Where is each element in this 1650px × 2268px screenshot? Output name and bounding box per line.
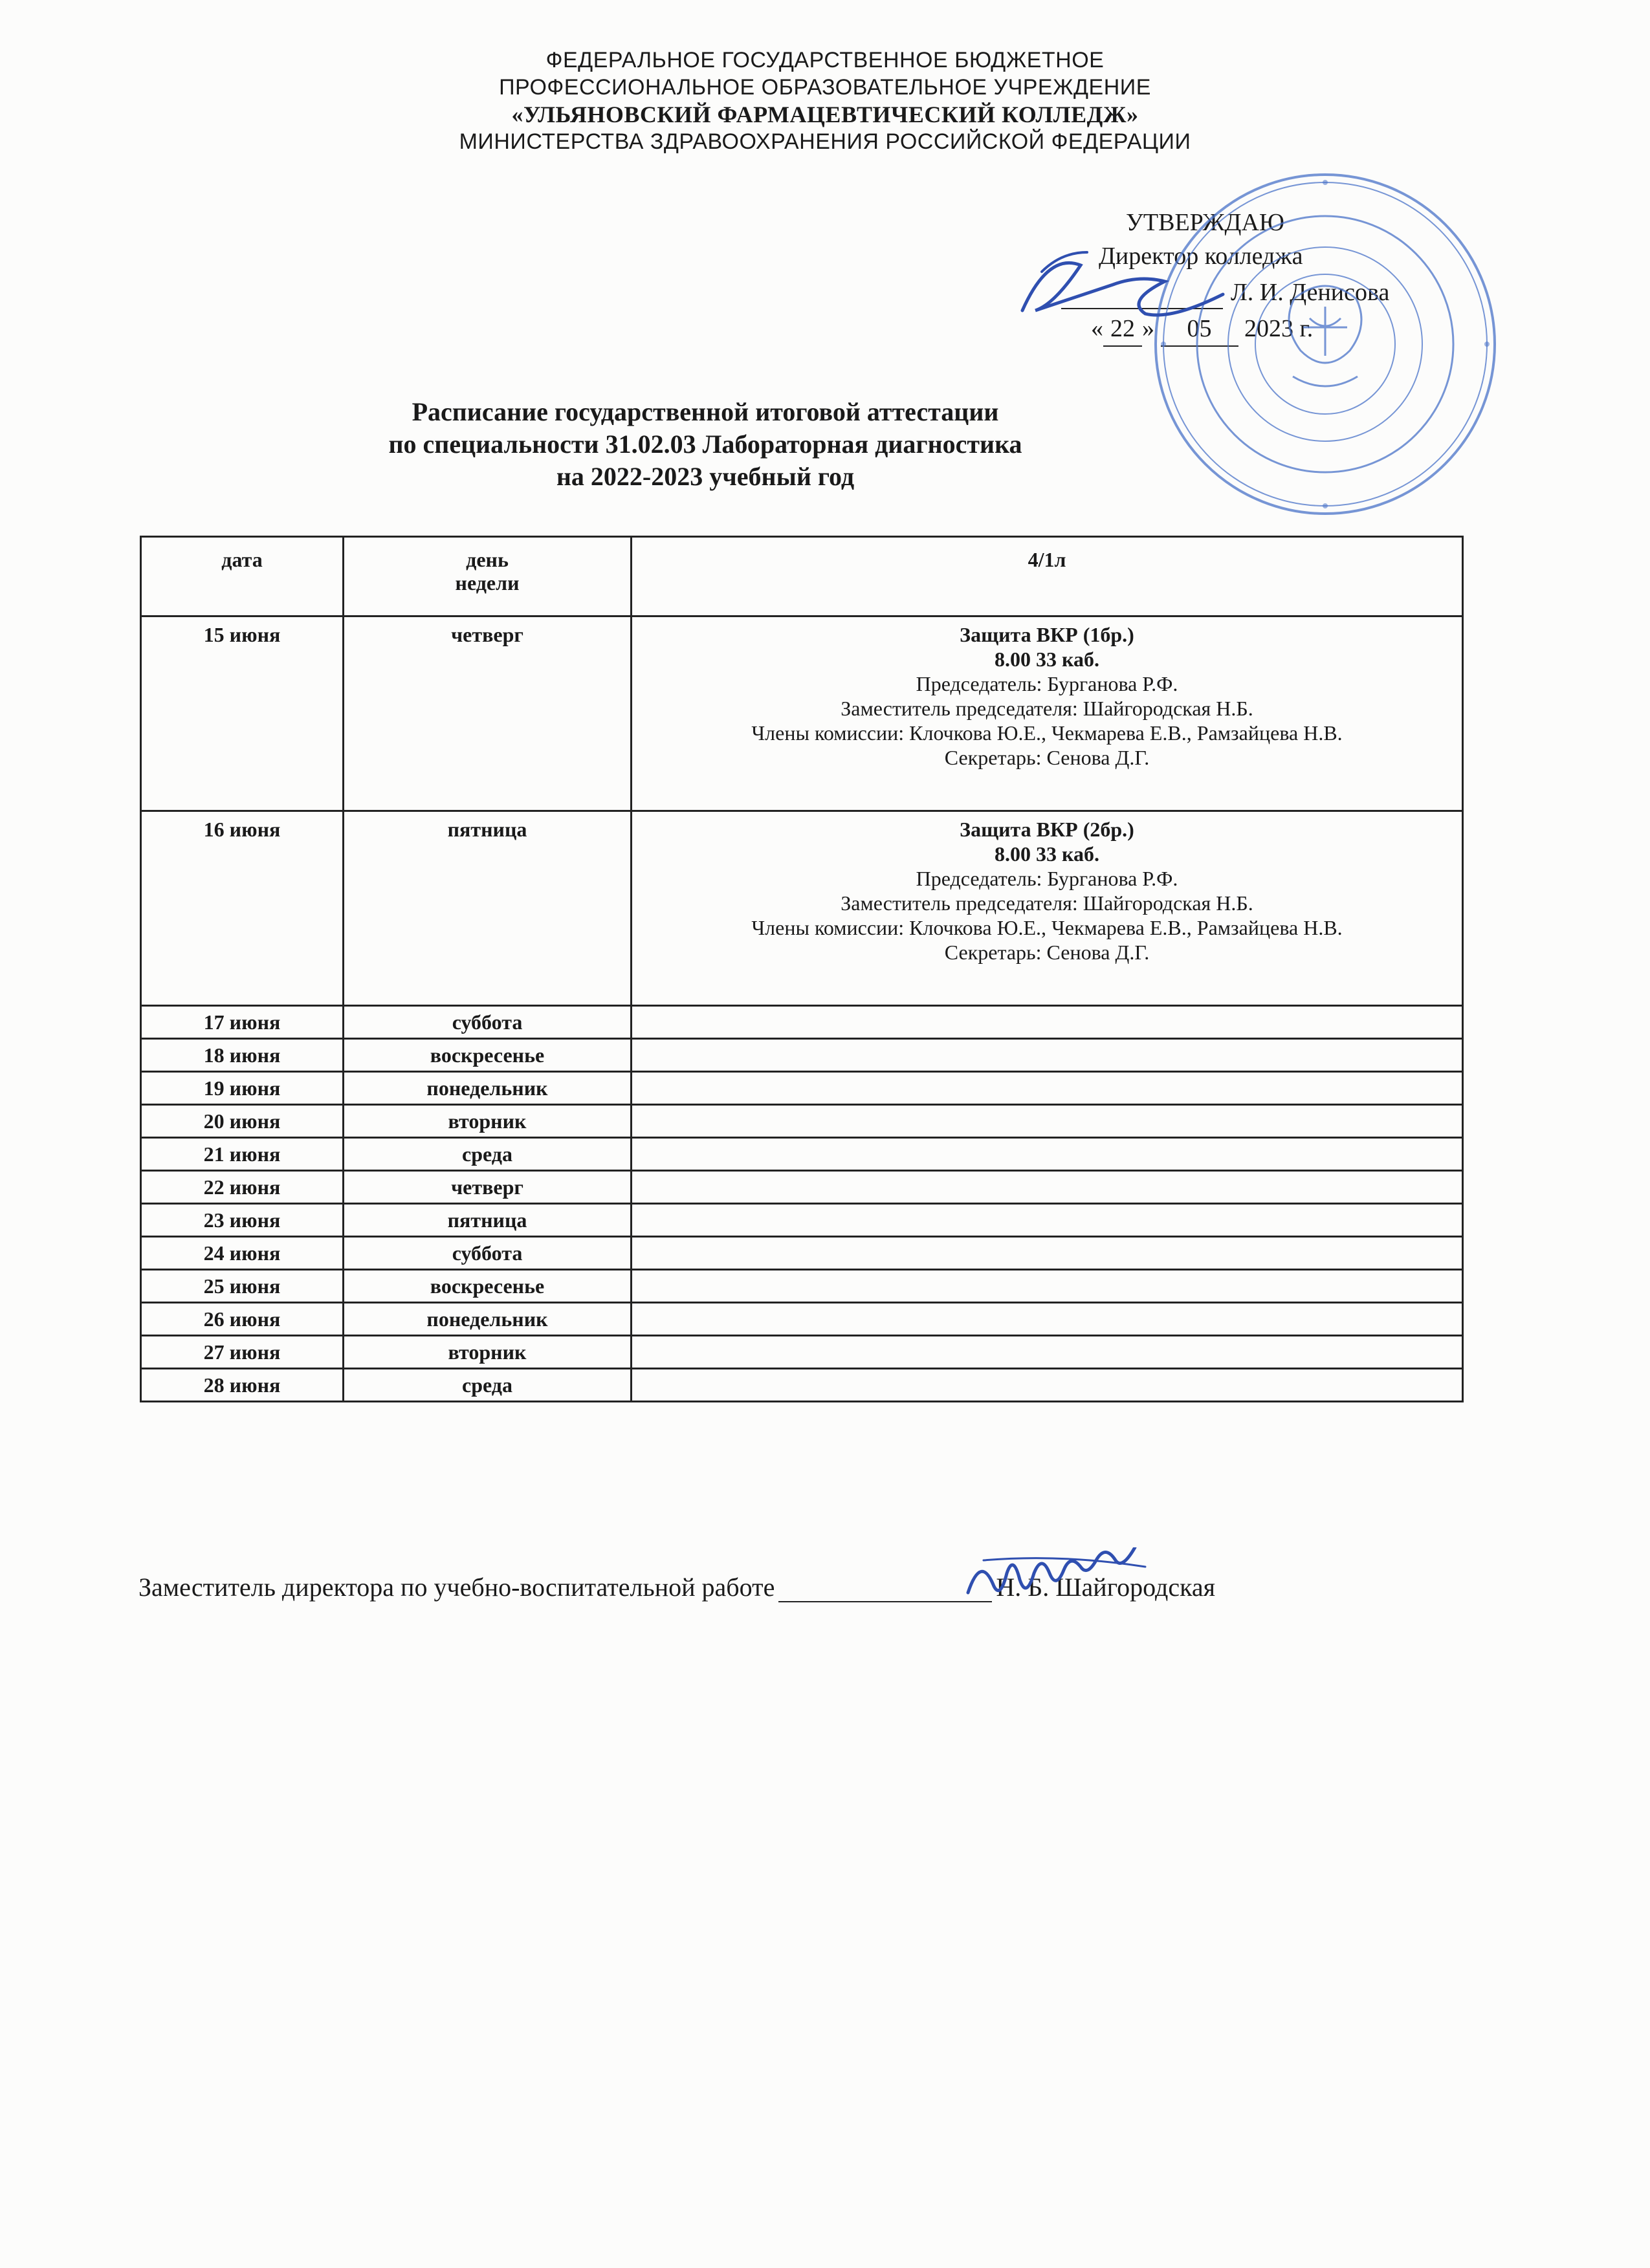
event-title: Защита ВКР (2бр.) — [960, 818, 1134, 841]
org-line-2: ПРОФЕССИОНАЛЬНОЕ ОБРАЗОВАТЕЛЬНОЕ УЧРЕЖДЕНИЕ — [499, 75, 1151, 100]
row-event — [632, 616, 1463, 811]
row-day: воскресенье — [344, 1039, 632, 1072]
row-day: вторник — [344, 1336, 632, 1369]
table-row — [141, 1072, 1463, 1105]
event-chair: Председатель: Бурганова Р.Ф. — [916, 867, 1178, 890]
table-row — [141, 1138, 1463, 1171]
event-time-room: 8.00 33 каб. — [995, 648, 1099, 671]
event-members: Члены комиссии: Клочкова Ю.Е., Чекмарева Е.В., Рамзайцева Н.В. — [751, 721, 1343, 745]
table-row — [141, 1369, 1463, 1402]
footer-name: Н. Б. Шайгородская — [996, 1573, 1216, 1602]
row-date: 27 июня — [141, 1336, 344, 1369]
row-day: среда — [344, 1138, 632, 1171]
row-date: 20 июня — [141, 1105, 344, 1138]
org-line-3: «УЛЬЯНОВСКИЙ ФАРМАЦЕВТИЧЕСКИЙ КОЛЛЕДЖ» — [511, 102, 1139, 127]
event-members: Члены комиссии: Клочкова Ю.Е., Чекмарева Е.В., Рамзайцева Н.В. — [751, 916, 1343, 939]
table-row — [141, 1336, 1463, 1369]
row-date: 25 июня — [141, 1270, 344, 1303]
table-row — [141, 1105, 1463, 1138]
row-day: четверг — [344, 1171, 632, 1204]
footer-signature-line — [778, 1575, 992, 1602]
row-event-empty — [632, 1270, 1463, 1303]
organization-header — [0, 47, 1650, 155]
date-month: 05 — [1161, 312, 1238, 347]
table-row — [141, 1270, 1463, 1303]
event-secretary: Секретарь: Сенова Д.Г. — [944, 941, 1150, 964]
table-row — [141, 1204, 1463, 1237]
row-event-empty — [632, 1171, 1463, 1204]
row-date: 24 июня — [141, 1237, 344, 1270]
table-row — [141, 1006, 1463, 1039]
row-event-empty — [632, 1303, 1463, 1336]
row-event-empty — [632, 1006, 1463, 1039]
row-event-empty — [632, 1369, 1463, 1402]
event-chair: Председатель: Бурганова Р.Ф. — [916, 672, 1178, 695]
deputy-signature-icon — [964, 1547, 1165, 1606]
date-day: 22 — [1103, 312, 1142, 347]
row-day: четверг — [344, 616, 632, 811]
row-date: 17 июня — [141, 1006, 344, 1039]
title-line-2: по специальности 31.02.03 Лабораторная диагностика — [388, 430, 1022, 459]
row-event — [632, 811, 1463, 1006]
header-date: дата — [141, 537, 344, 616]
row-event-empty — [632, 1237, 1463, 1270]
row-date: 19 июня — [141, 1072, 344, 1105]
event-secretary: Секретарь: Сенова Д.Г. — [944, 746, 1150, 769]
event-deputy: Заместитель председателя: Шайгородская Н.Б. — [841, 891, 1253, 915]
org-line-1: ФЕДЕРАЛЬНОЕ ГОСУДАРСТВЕННОЕ БЮДЖЕТНОЕ — [545, 48, 1105, 72]
row-date: 22 июня — [141, 1171, 344, 1204]
row-date: 18 июня — [141, 1039, 344, 1072]
row-event-empty — [632, 1336, 1463, 1369]
footer-role: Заместитель директора по учебно-воспитательной работе — [138, 1573, 775, 1602]
row-day: вторник — [344, 1105, 632, 1138]
approval-title: УТВЕРЖДАЮ — [1126, 209, 1284, 236]
approval-name: Л. И. Денисова — [1231, 279, 1390, 306]
table-row — [141, 616, 1463, 811]
row-event-empty — [632, 1105, 1463, 1138]
row-day: суббота — [344, 1237, 632, 1270]
header-day-line-2: недели — [455, 571, 520, 594]
date-open-quote: « — [1091, 315, 1103, 342]
row-date: 15 июня — [141, 616, 344, 811]
row-event-empty — [632, 1039, 1463, 1072]
row-event-empty — [632, 1138, 1463, 1171]
table-row — [141, 1303, 1463, 1336]
header-group: 4/1л — [632, 537, 1463, 616]
title-line-1: Расписание государственной итоговой аттестации — [412, 397, 999, 426]
row-date: 28 июня — [141, 1369, 344, 1402]
schedule-table — [140, 536, 1464, 1402]
approval-role: Директор колледжа — [1099, 243, 1303, 270]
event-deputy: Заместитель председателя: Шайгородская Н.Б. — [841, 697, 1253, 720]
row-date: 21 июня — [141, 1138, 344, 1171]
event-time-room: 8.00 33 каб. — [995, 842, 1099, 866]
row-day: понедельник — [344, 1072, 632, 1105]
row-day: пятница — [344, 1204, 632, 1237]
title-line-3: на 2022-2023 учебный год — [556, 462, 855, 491]
table-row — [141, 1171, 1463, 1204]
director-signature-icon — [1016, 233, 1229, 336]
row-day: суббота — [344, 1006, 632, 1039]
table-row — [141, 811, 1463, 1006]
row-day: понедельник — [344, 1303, 632, 1336]
event-title: Защита ВКР (1бр.) — [960, 623, 1134, 646]
table-row — [141, 1237, 1463, 1270]
header-day — [344, 537, 632, 616]
row-date: 23 июня — [141, 1204, 344, 1237]
org-line-4: МИНИСТЕРСТВА ЗДРАВООХРАНЕНИЯ РОССИЙСКОЙ ФЕДЕРАЦИИ — [459, 129, 1191, 154]
official-stamp-icon — [1150, 169, 1500, 519]
table-header-row — [141, 537, 1463, 616]
row-day: пятница — [344, 811, 632, 1006]
date-year: 2023 г. — [1244, 315, 1314, 342]
date-close-quote: » — [1142, 315, 1154, 342]
row-event-empty — [632, 1204, 1463, 1237]
row-date: 16 июня — [141, 811, 344, 1006]
table-row — [141, 1039, 1463, 1072]
header-day-line-1: день — [466, 548, 509, 571]
row-day: среда — [344, 1369, 632, 1402]
row-day: воскресенье — [344, 1270, 632, 1303]
row-date: 26 июня — [141, 1303, 344, 1336]
row-event-empty — [632, 1072, 1463, 1105]
